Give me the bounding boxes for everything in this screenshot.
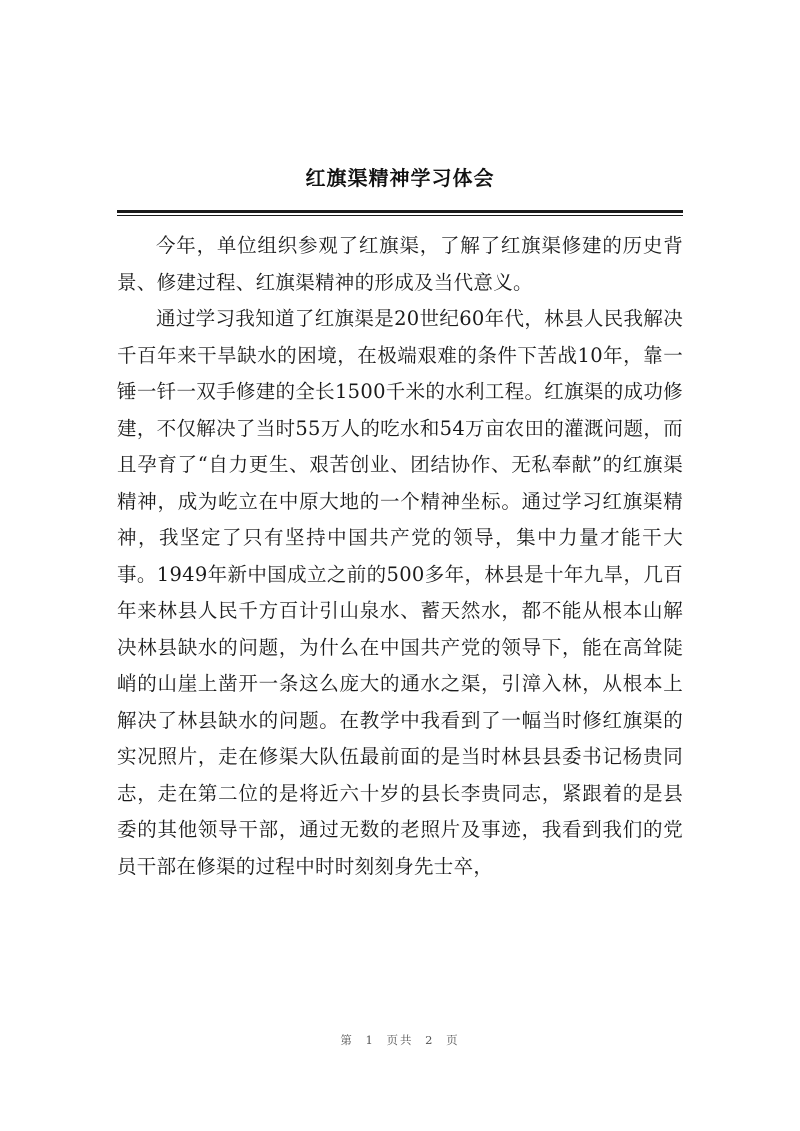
title-rule-thin (117, 215, 683, 216)
page-footer (0, 1032, 800, 1048)
paragraph-2: 通过学习我知道了红旗渠是20世纪60年代，林县人民我解决千百年来干旱缺水的困境，在极端艰难的条件下苦战10年，靠一锤一钎一双手修建的全长1500千米的水利工程。红旗渠的成功修建，不仅解决了当时55万人的吃水和54万亩农田的灌溉问题，而且孕育了“自力更生、艰苦创业、团结协作、无私奉献”的红旗渠精神，成为屹立在中原大地的一个精神坐标。通过学习红旗渠精神，我坚定了只有坚持中国共产党的领导，集中力量才能干大事。1949年新中国成立之前的500多年，林县是十年九旱，几百年来林县人民千方百计引山泉水、蓄天然水，都不能从根本山解决林县缺水的问题，为什么在中国共产党的领导下，能在高耸陡峭的山崖上凿开一条这么庞大的通水之渠，引漳入林，从根本上解决了林县缺水的问题。在教学中我看到了一幅当时修红旗渠的实况照片，走在修渠大队伍最前面的是当时林县县委书记杨贵同志，走在第二位的是将近六十岁的县长李贵同志，紧跟着的是县委的其他领导干部，通过无数的老照片及事迹，我看到我们的党员干部在修渠的过程中时时刻刻身先士卒， (117, 307, 683, 878)
paragraph-1: 今年，单位组织参观了红旗渠，了解了红旗渠修建的历史背景、修建过程、红旗渠精神的形成及当代意义。 (117, 234, 683, 294)
title-rule-thick (117, 210, 683, 213)
document-body (117, 228, 683, 885)
footer-prefix: 第 (340, 1033, 354, 1047)
footer-current-page: 1 (365, 1033, 375, 1047)
footer-middle: 页共 (386, 1033, 414, 1047)
footer-total-pages: 2 (425, 1033, 435, 1047)
footer-suffix: 页 (446, 1033, 460, 1047)
page-title: 红旗渠精神学习体会 (305, 166, 495, 190)
